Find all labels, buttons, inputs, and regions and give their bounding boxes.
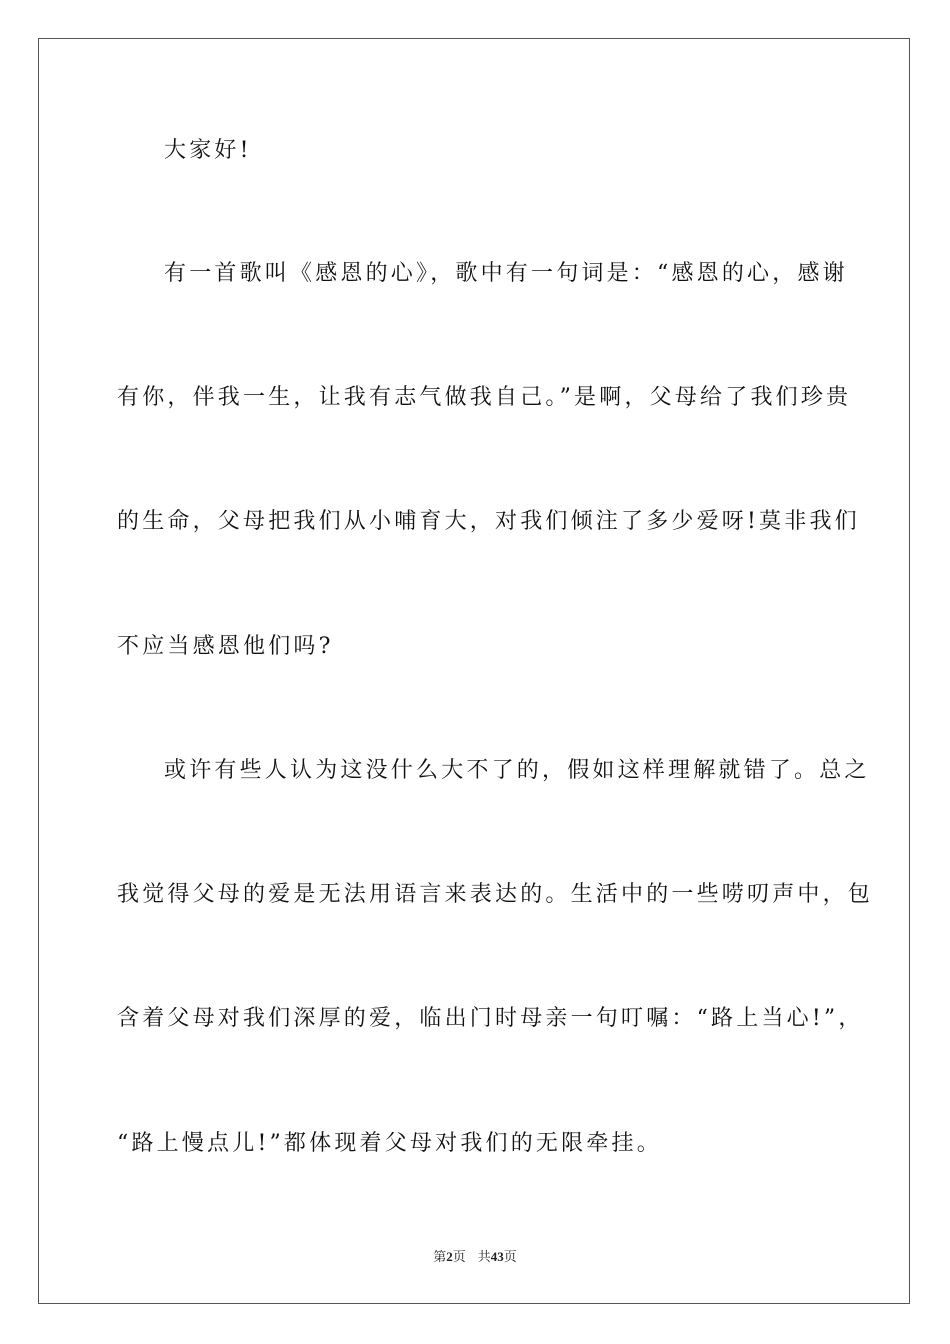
text-line: 有你，伴我一生，让我有志气做我自己。”是啊，父母给了我们珍贵 (117, 385, 852, 410)
text-line: 含着父母对我们深厚的爱，临出门时母亲一句叮嘱：“路上当心!”， (117, 1006, 864, 1031)
total-prefix: 共 (477, 1250, 491, 1265)
total-suffix: 页 (503, 1250, 517, 1265)
text-line: “路上慢点儿!”都体现着父母对我们的无限牵挂。 (117, 1131, 662, 1156)
total-pages: 43 (490, 1249, 504, 1264)
text-line: 不应当感恩他们吗? (117, 634, 334, 659)
text-line-greeting: 大家好! (164, 138, 252, 163)
text-line: 的生命，父母把我们从小哺育大，对我们倾注了多少爱呀!莫非我们 (117, 509, 860, 534)
page-prefix: 第 (433, 1250, 447, 1265)
page-number: 2 (446, 1249, 453, 1264)
text-line: 有一首歌叫《感恩的心》，歌中有一句词是：“感恩的心，感谢 (164, 261, 848, 286)
page-footer (0, 1248, 950, 1267)
page-suffix: 页 (452, 1250, 466, 1265)
text-line: 我觉得父母的爱是无法用语言来表达的。生活中的一些唠叨声中，包 (117, 882, 874, 907)
text-line: 或许有些人认为这没什么大不了的，假如这样理解就错了。总之 (164, 758, 870, 783)
page-border (38, 38, 910, 1304)
